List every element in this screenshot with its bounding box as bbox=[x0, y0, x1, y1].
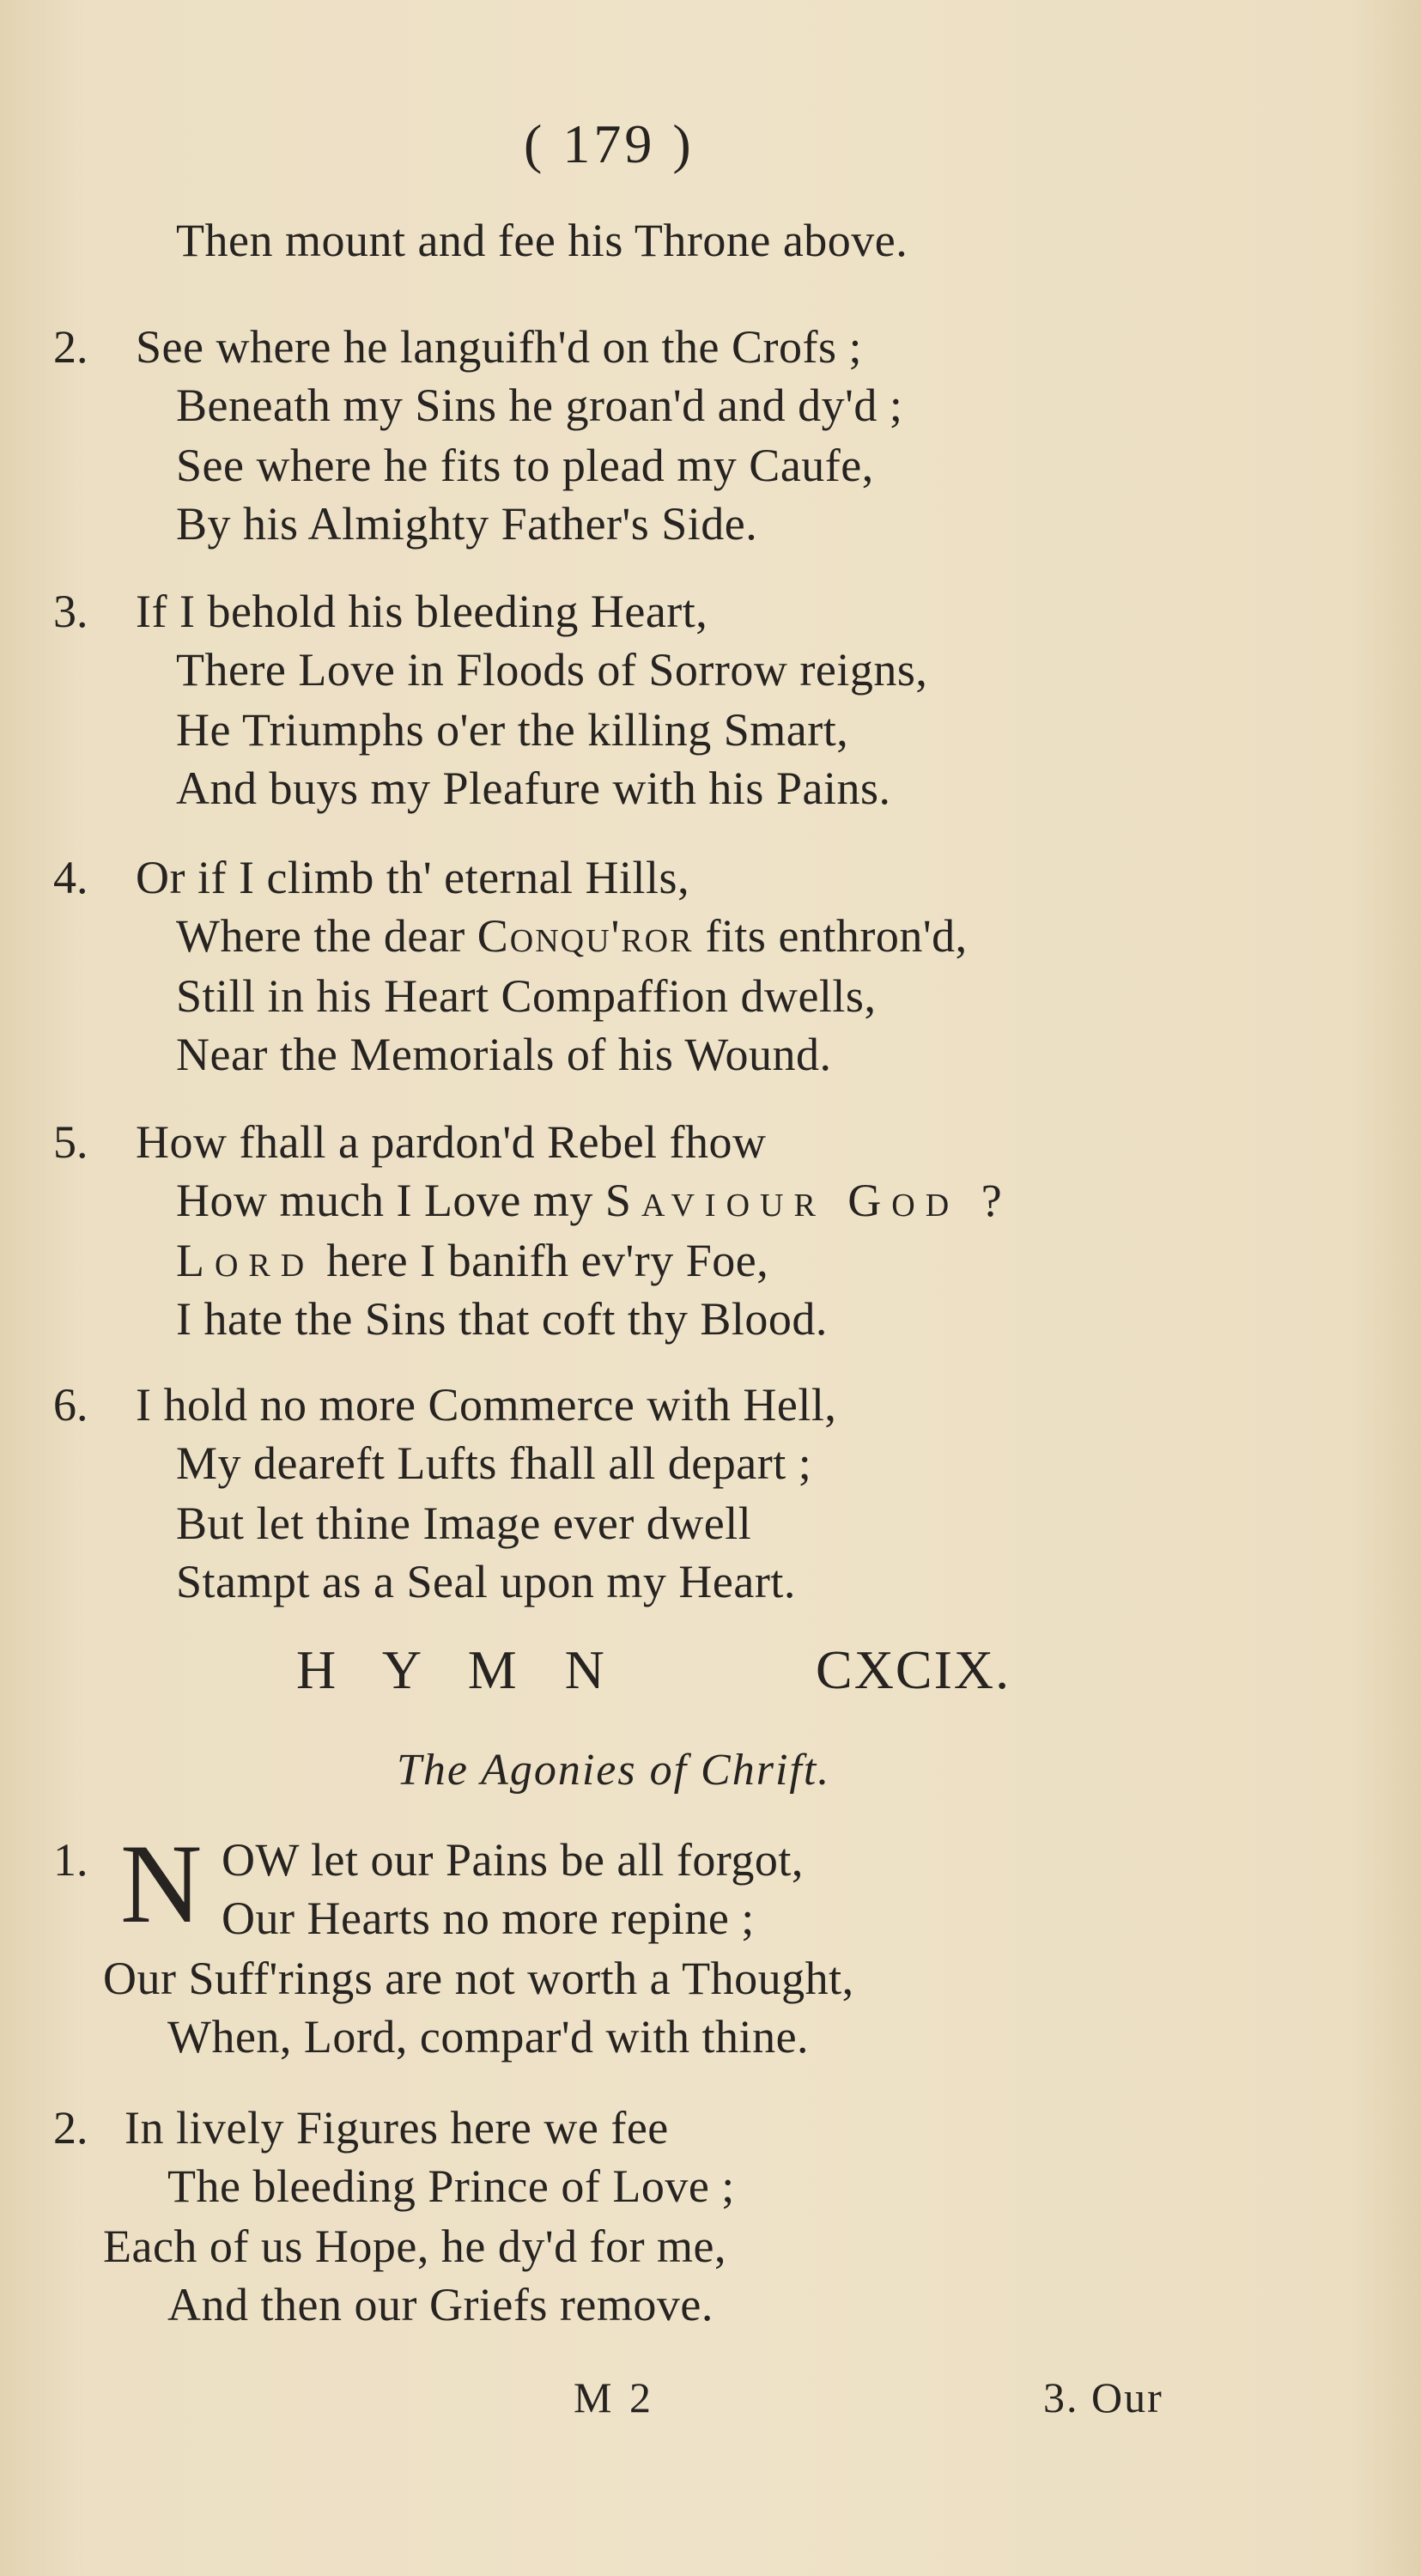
verse-line: See where he languifh'd on the Crofs ; bbox=[136, 321, 863, 373]
verse-line: When, Lord, compar'd with thine. bbox=[167, 2011, 810, 2063]
stanza-number: 3. bbox=[53, 586, 88, 637]
stanza-number: 4. bbox=[53, 852, 88, 903]
drop-cap: N bbox=[120, 1820, 203, 1947]
verse-line: I hold no more Commerce with Hell, bbox=[136, 1379, 837, 1431]
verse-line: He Triumphs o'er the killing Smart, bbox=[176, 704, 849, 756]
stanza-number: 2. bbox=[53, 321, 88, 373]
verse-line: How much I Love my Saviour God ? bbox=[176, 1175, 1012, 1226]
verse-line: The bleeding Prince of Love ; bbox=[167, 2160, 735, 2212]
catchword: 3. Our bbox=[1043, 2373, 1163, 2421]
verse-line: In lively Figures here we fee bbox=[124, 2102, 669, 2154]
verse-line: And buys my Pleafure with his Pains. bbox=[176, 762, 891, 814]
verse-line: Stampt as a Seal upon my Heart. bbox=[176, 1556, 796, 1607]
verse-line: Where the dear Conqu'ror fits enthron'd, bbox=[176, 910, 968, 962]
verse-line: I hate the Sins that coft thy Blood. bbox=[176, 1293, 828, 1345]
hymn-title: H Y M N bbox=[296, 1639, 622, 1700]
small-caps-word: Conqu'ror bbox=[477, 910, 694, 962]
verse-line: And then our Griefs remove. bbox=[167, 2279, 714, 2330]
hymn-subtitle: The Agonies of Chrift. bbox=[397, 1746, 831, 1795]
verse-line: Then mount and fee his Throne above. bbox=[176, 215, 908, 266]
verse-line: My deareft Lufts fhall all depart ; bbox=[176, 1437, 812, 1489]
verse-line: Or if I climb th' eternal Hills, bbox=[136, 852, 690, 903]
stanza-number: 5. bbox=[53, 1116, 88, 1168]
verse-line: But let thine Image ever dwell bbox=[176, 1498, 752, 1549]
small-caps-word: Lord bbox=[176, 1235, 315, 1286]
signature-mark: M 2 bbox=[574, 2373, 654, 2421]
verse-line: Lord here I banifh ev'ry Foe, bbox=[176, 1235, 769, 1286]
verse-line: How fhall a pardon'd Rebel fhow bbox=[136, 1116, 767, 1168]
verse-line: See where he fits to plead my Caufe, bbox=[176, 440, 874, 491]
stanza-number: 1. bbox=[53, 1834, 88, 1886]
verse-line: If I behold his bleeding Heart, bbox=[136, 586, 708, 637]
stanza-number: 6. bbox=[53, 1379, 88, 1431]
hymn-number: CXCIX. bbox=[816, 1639, 1011, 1700]
small-caps-word: Saviour God ? bbox=[604, 1175, 1012, 1226]
verse-line: There Love in Floods of Sorrow reigns, bbox=[176, 644, 928, 696]
page-number: ( 179 ) bbox=[524, 113, 695, 174]
verse-line: By his Almighty Father's Side. bbox=[176, 498, 758, 550]
stanza-number: 2. bbox=[53, 2102, 88, 2154]
verse-line: Each of us Hope, he dy'd for me, bbox=[103, 2221, 727, 2272]
verse-line: Our Hearts no more repine ; bbox=[222, 1893, 755, 1944]
verse-line: Still in his Heart Compaffion dwells, bbox=[176, 970, 877, 1022]
verse-line: Beneath my Sins he groan'd and dy'd ; bbox=[176, 380, 903, 431]
verse-line: Our Suff'rings are not worth a Thought, bbox=[103, 1953, 854, 2004]
verse-line: Near the Memorials of his Wound. bbox=[176, 1029, 832, 1080]
verse-line: OW let our Pains be all forgot, bbox=[222, 1834, 804, 1886]
